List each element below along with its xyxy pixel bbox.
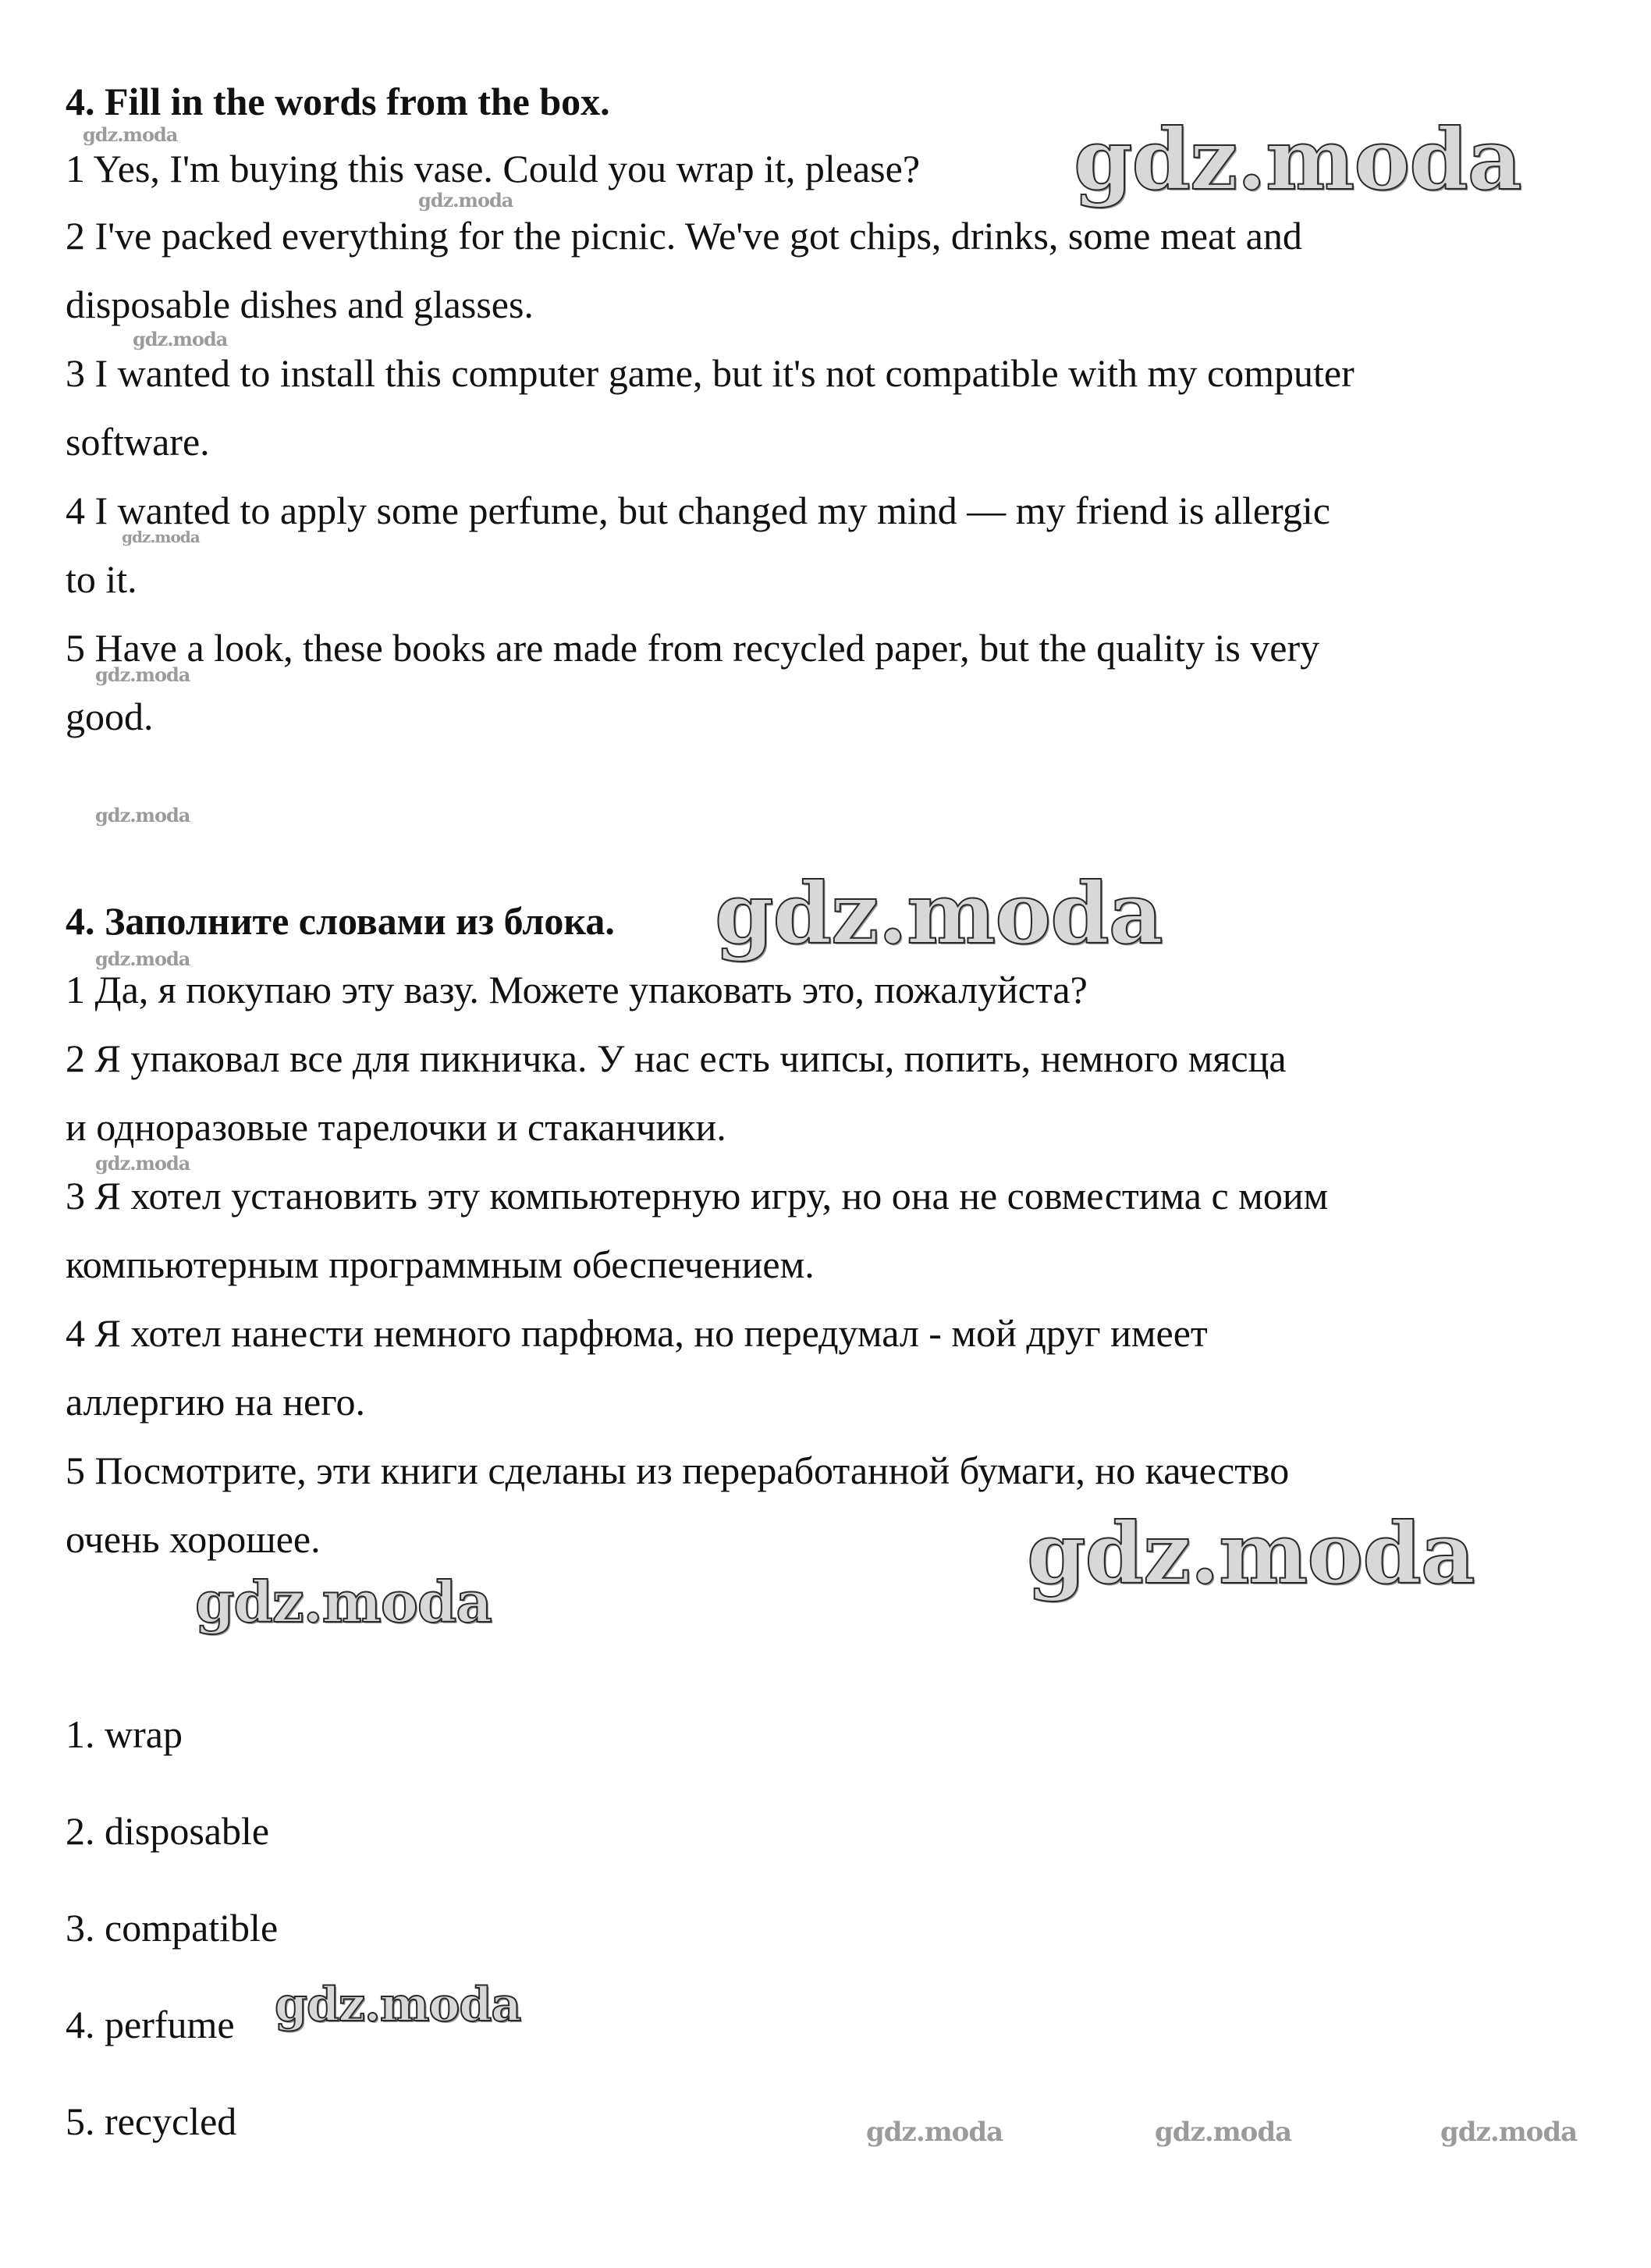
watermark-small: gdz.moda bbox=[122, 528, 200, 546]
russian-line-8: 5 Посмотрите, эти книги сделаны из переработанной бумаги, но качество bbox=[66, 1449, 1290, 1492]
watermark-small: gdz.moda bbox=[95, 947, 190, 970]
russian-line-1: 1 Да, я покупаю эту вазу. Можете упаковать это, пожалуйста? bbox=[66, 968, 1088, 1011]
watermark-large: gdz.moda bbox=[195, 1569, 492, 1635]
russian-line-5: компьютерным программным обеспечением. bbox=[66, 1242, 815, 1286]
english-line-3: disposable dishes and glasses. bbox=[66, 283, 534, 326]
watermark-small: gdz.moda bbox=[83, 123, 178, 146]
watermark-small: gdz.moda bbox=[418, 189, 513, 212]
english-line-6: 4 I wanted to apply some perfume, but changed my mind — my friend is allergic bbox=[66, 489, 1330, 532]
russian-line-9: очень хорошее. bbox=[66, 1517, 321, 1561]
answer-5: 5. recycled bbox=[66, 2099, 237, 2143]
english-line-2: 2 I've packed everything for the picnic. We've got chips, drinks, some meat and bbox=[66, 214, 1302, 258]
english-line-8: 5 Have a look, these books are made from recycled paper, but the quality is very bbox=[66, 626, 1320, 670]
watermark-small: gdz.moda bbox=[1440, 2117, 1578, 2148]
answer-2: 2. disposable bbox=[66, 1809, 270, 1853]
answer-1: 1. wrap bbox=[66, 1712, 183, 1756]
english-line-1: 1 Yes, I'm buying this vase. Could you wrap it, please? bbox=[66, 147, 921, 190]
watermark-large: gdz.moda bbox=[1074, 111, 1521, 209]
russian-line-3: и одноразовые тарелочки и стаканчики. bbox=[66, 1105, 726, 1149]
watermark-large: gdz.moda bbox=[275, 1978, 521, 2032]
watermark-small: gdz.moda bbox=[133, 328, 228, 350]
watermark-small: gdz.moda bbox=[95, 1152, 190, 1175]
watermark-large: gdz.moda bbox=[715, 865, 1163, 963]
russian-heading: 4. Заполните словами из блока. bbox=[66, 899, 615, 943]
russian-line-6: 4 Я хотел нанести немного парфюма, но передумал - мой друг имеет bbox=[66, 1311, 1208, 1355]
answer-3: 3. compatible bbox=[66, 1906, 279, 1950]
english-line-5: software. bbox=[66, 420, 210, 464]
english-line-7: to it. bbox=[66, 557, 137, 601]
english-line-9: good. bbox=[66, 695, 154, 738]
watermark-small: gdz.moda bbox=[1155, 2117, 1292, 2148]
answer-4: 4. perfume bbox=[66, 2003, 235, 2046]
russian-line-4: 3 Я хотел установить эту компьютерную игру, но она не совместима с моим bbox=[66, 1174, 1329, 1218]
english-heading: 4. Fill in the words from the box. bbox=[66, 80, 610, 123]
russian-line-7: аллергию на него. bbox=[66, 1380, 366, 1424]
russian-line-2: 2 Я упаковал все для пикничка. У нас есть чипсы, попить, немного мясца bbox=[66, 1036, 1287, 1080]
watermark-large: gdz.moda bbox=[1027, 1505, 1475, 1603]
english-line-4: 3 I wanted to install this computer game, but it's not compatible with my computer bbox=[66, 351, 1355, 395]
watermark-small: gdz.moda bbox=[95, 804, 190, 827]
watermark-small: gdz.moda bbox=[866, 2117, 1003, 2148]
watermark-small: gdz.moda bbox=[95, 663, 190, 686]
